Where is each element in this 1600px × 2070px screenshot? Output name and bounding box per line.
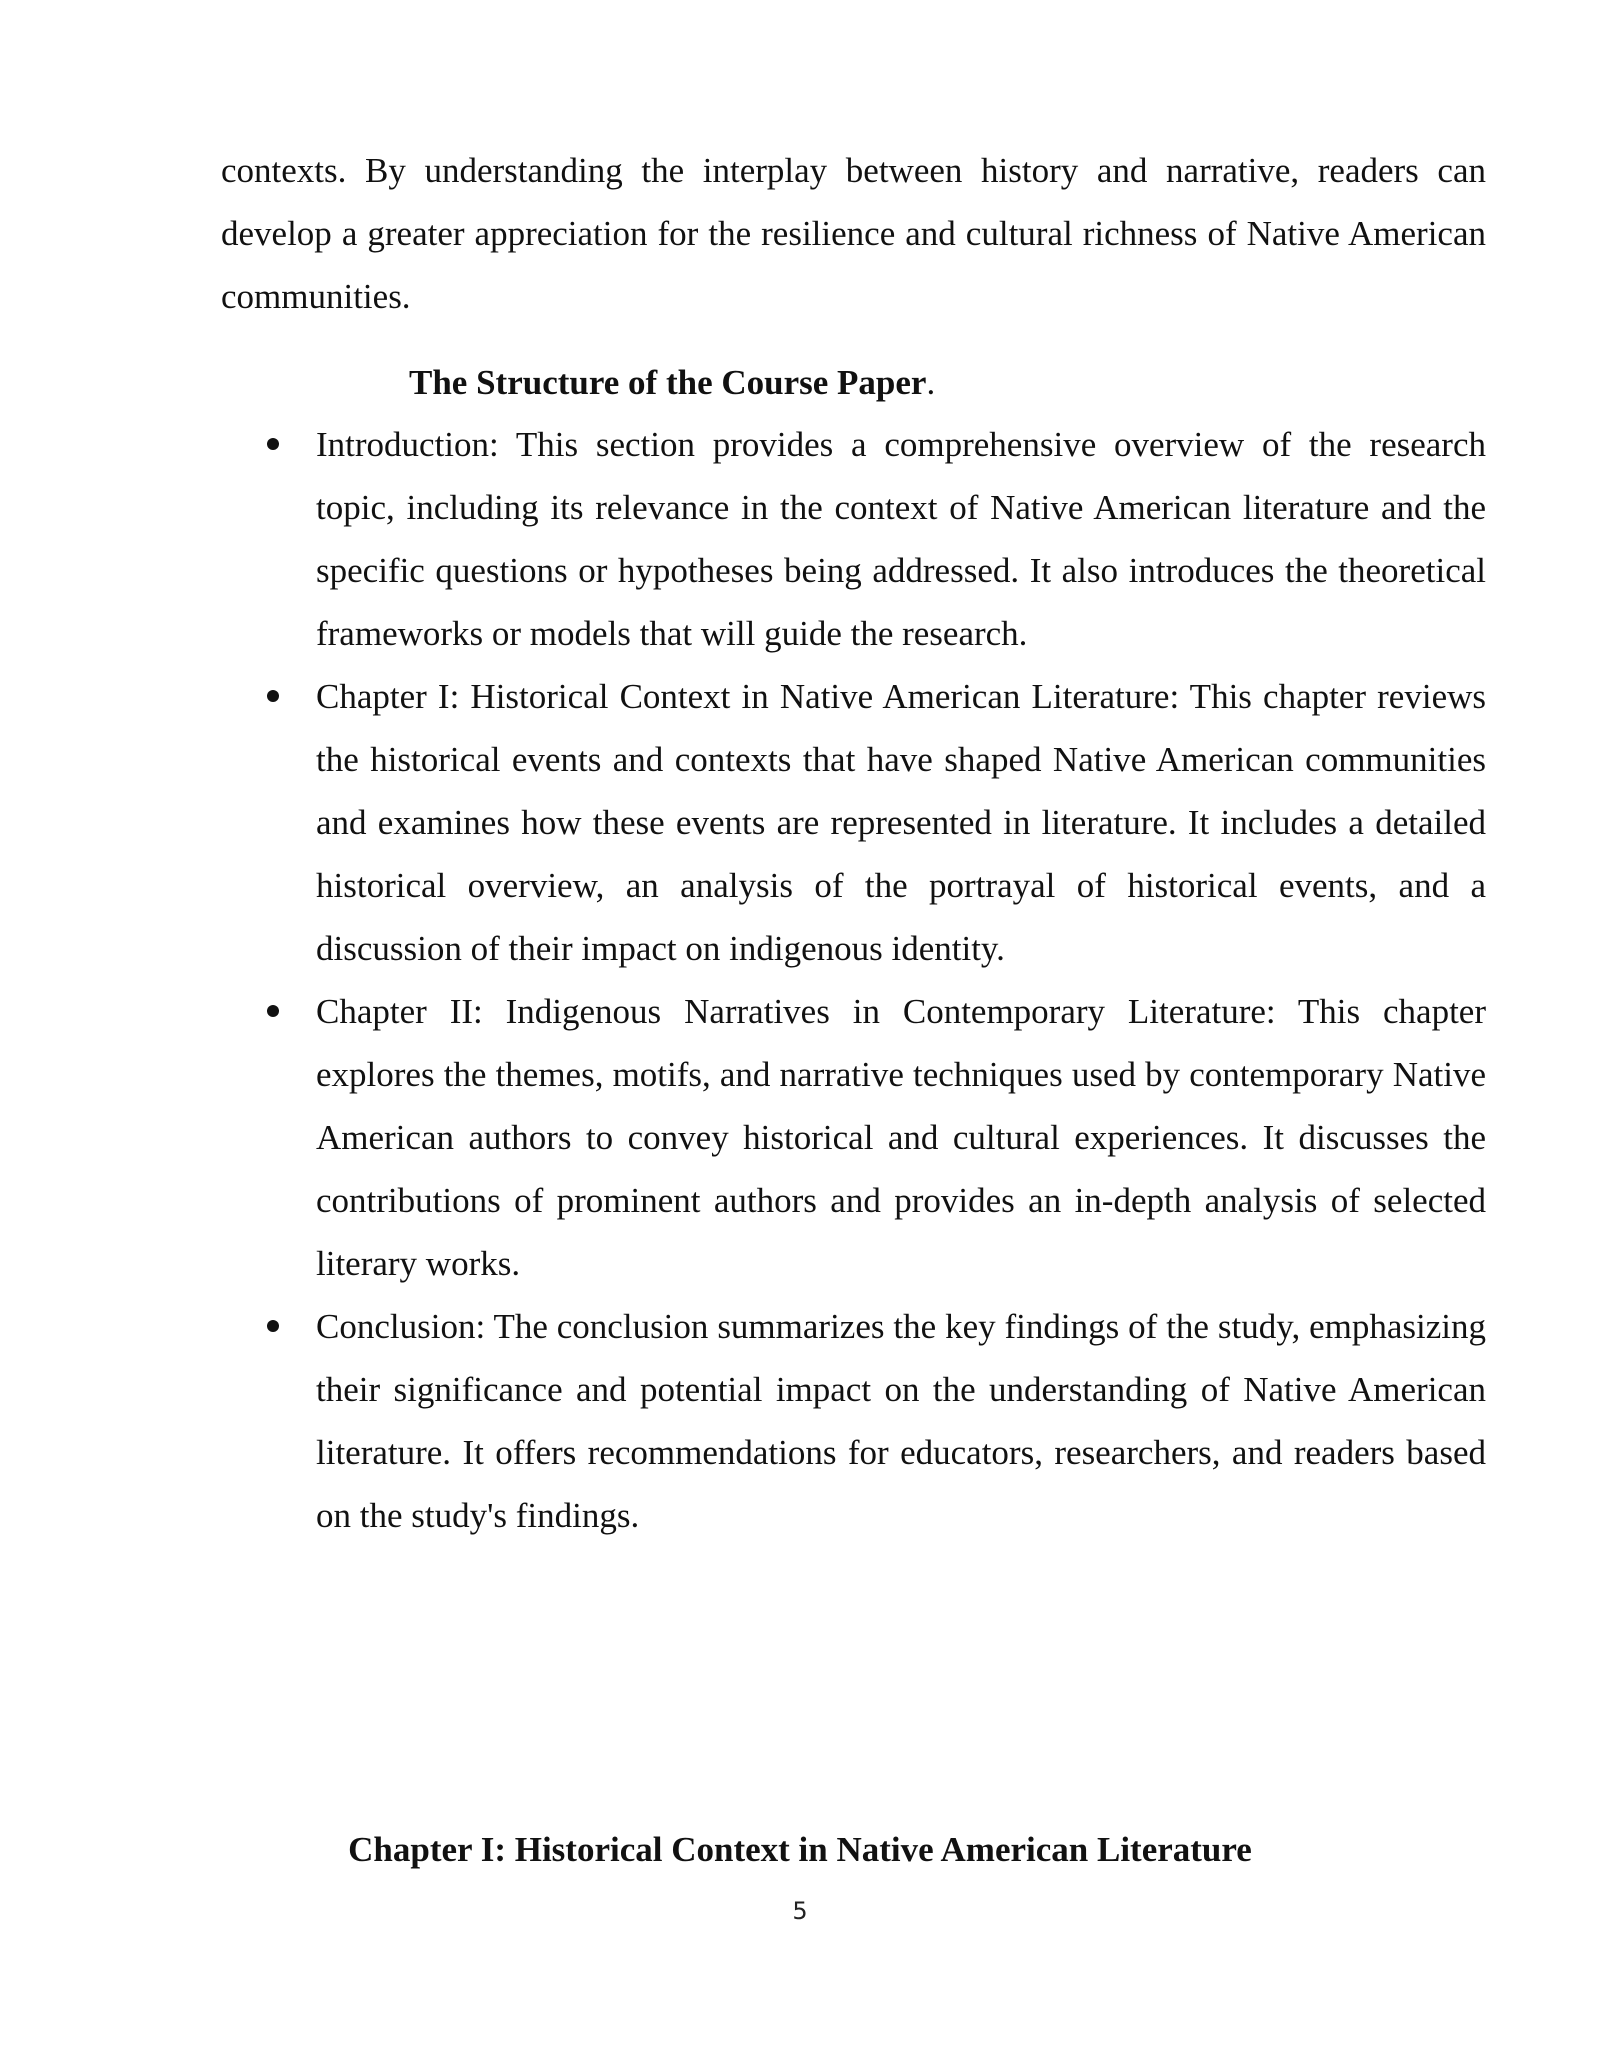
structure-list [221, 413, 1486, 1547]
bullet-icon [267, 438, 279, 450]
bullet-icon [267, 1320, 279, 1332]
list-item-introduction [221, 413, 1486, 665]
structure-heading-text: The Structure of the Course Paper [409, 363, 927, 402]
list-item-conclusion [221, 1295, 1486, 1547]
list-item-text: Introduction: This section provides a comprehensive overview of the research topic, including its relevance in the context of Native American literature and the specific questions or hypotheses being addressed. It also introduces the theoretical frameworks or models that will guide the research. [316, 425, 1486, 653]
bullet-icon [267, 690, 279, 702]
list-item-chapter-two [221, 980, 1486, 1295]
list-item-text: Chapter I: Historical Context in Native American Literature: This chapter reviews the historical events and contexts that have shaped Native American communities and examines how these events are represented in literature. It includes a detailed historical overview, an analysis of the portrayal of historical events, and a discussion of their impact on indigenous identity. [316, 677, 1486, 968]
chapter-heading: Chapter I: Historical Context in Native American Literature [348, 1830, 1252, 1869]
structure-heading [409, 351, 935, 414]
list-item-text: Conclusion: The conclusion summarizes the key findings of the study, emphasizing their significance and potential impact on the understanding of Native American literature. It offers recommendations for educators, researchers, and readers based on the study's findings. [316, 1307, 1486, 1535]
structure-heading-period: . [926, 363, 936, 402]
intro-paragraph: contexts. By understanding the interplay between history and narrative, readers can develop a greater appreciation for the resilience and cultural richness of Native American communities. [221, 151, 1486, 316]
page-number: 5 [792, 1897, 808, 1925]
list-item-chapter-one [221, 665, 1486, 980]
bullet-icon [267, 1005, 279, 1017]
list-item-text: Chapter II: Indigenous Narratives in Contemporary Literature: This chapter explores the themes, motifs, and narrative techniques used by contemporary Native American authors to convey historical and cultural experiences. It discusses the contributions of prominent authors and provides an in-depth analysis of selected literary works. [316, 992, 1486, 1283]
